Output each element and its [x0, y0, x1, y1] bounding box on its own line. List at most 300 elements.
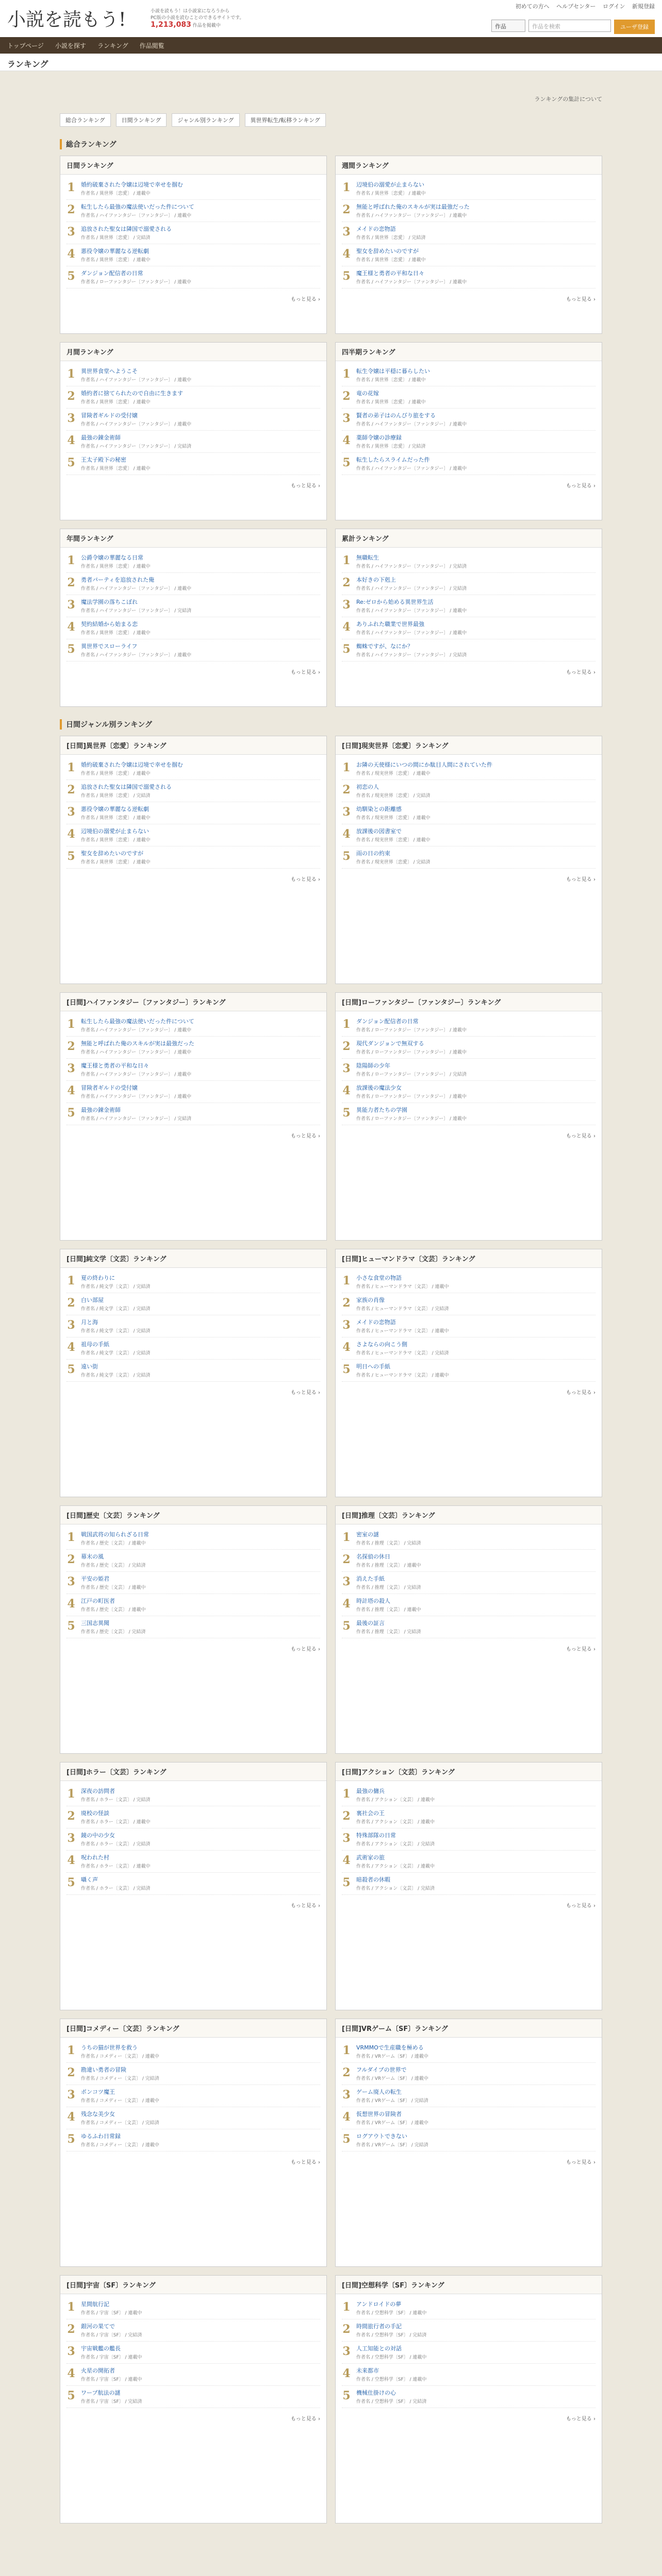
nav-browse[interactable]: 作品閲覧: [139, 42, 164, 49]
rank-number: 3: [342, 2345, 351, 2358]
novel-title-link[interactable]: 火星の開拓者: [81, 2367, 115, 2374]
novel-title-link[interactable]: 無能と呼ばれた俺のスキルが実は最強だった: [356, 204, 470, 210]
ranking-box-title[interactable]: [日間]純文学〔文芸〕ランキング: [60, 1249, 326, 1268]
novel-title-link[interactable]: 最強の錬金術師: [81, 1107, 121, 1113]
novel-title-link[interactable]: 星間航行記: [81, 2301, 109, 2308]
rank-body: [81, 434, 320, 449]
novel-meta: 作者名 / コメディー〔文芸〕 / 連載中: [81, 2098, 159, 2104]
novel-title-link[interactable]: 魔王様と勇者の平和な日々: [356, 270, 424, 277]
ranking-box-title[interactable]: 月間ランキング: [60, 343, 326, 361]
novel-title-link[interactable]: 幕末の風: [81, 1553, 104, 1560]
novel-title-link[interactable]: 転生したらスライムだった件: [356, 456, 430, 463]
more-link[interactable]: もっと見る ›: [290, 1133, 320, 1139]
novel-meta: 作者名 / ハイファンタジー〔ファンタジー〕 / 連載中: [81, 1072, 192, 1077]
novel-meta: 作者名 / 異世界〔恋愛〕 / 連載中: [81, 816, 151, 821]
novel-title-link[interactable]: 魔法学園の落ちこぼれ: [81, 599, 138, 605]
novel-title-link[interactable]: 無職転生: [356, 554, 379, 561]
novel-title-link[interactable]: 冒険者ギルドの受付嬢: [81, 412, 138, 419]
ranking-item: [67, 1873, 320, 1895]
novel-title-link[interactable]: ありふれた職業で世界最強: [356, 621, 424, 628]
novel-title-link[interactable]: 鏡の中の少女: [81, 1832, 115, 1839]
novel-title-link[interactable]: 雨の日の約束: [356, 850, 390, 857]
rank-number: 3: [342, 1062, 351, 1075]
novel-title-link[interactable]: ダンジョン配信者の日常: [356, 1018, 419, 1025]
novel-title-link[interactable]: 三国志異聞: [81, 1620, 109, 1626]
novel-title-link[interactable]: 名探偵の休日: [356, 1553, 390, 1560]
novel-meta: 作者名 / アクション〔文芸〕 / 連載中: [356, 1798, 435, 1803]
rank-number: 5: [67, 1106, 75, 1120]
user-register-button[interactable]: ユーザ登録: [614, 20, 655, 34]
rank-body: [356, 1854, 595, 1869]
ranking-box-title[interactable]: [日間]ヒューマンドラマ〔文芸〕ランキング: [336, 1249, 602, 1268]
rank-number: 3: [67, 2345, 75, 2358]
novel-title-link[interactable]: 魔王様と勇者の平和な日々: [81, 1062, 149, 1069]
novel-title-link[interactable]: 異能力者たちの学園: [356, 1107, 407, 1113]
ranking-item: [342, 1828, 595, 1851]
novel-title-link[interactable]: 辺境伯の溺愛が止まらない: [81, 828, 149, 835]
search-type-select[interactable]: 作品: [491, 20, 525, 32]
novel-title-link[interactable]: 呪われた村: [81, 1854, 109, 1861]
novel-meta: 作者名 / アクション〔文芸〕 / 連載中: [356, 1864, 435, 1869]
ranking-item: [342, 573, 595, 595]
ranking-tabs: [60, 113, 602, 127]
ranking-item: [342, 386, 595, 409]
novel-meta: 作者名 / ハイファンタジー〔ファンタジー〕 / 連載中: [356, 422, 467, 427]
rank-number: 5: [342, 269, 351, 283]
novel-title-link[interactable]: 幼馴染との距離感: [356, 806, 402, 812]
rank-number: 5: [342, 1106, 351, 1120]
novel-title-link[interactable]: 公爵令嬢の華麗なる日常: [81, 554, 143, 561]
novel-title-link[interactable]: 陰陽師の少年: [356, 1062, 390, 1069]
rank-body: [81, 2389, 320, 2404]
novel-title-link[interactable]: 放課後の魔法少女: [356, 1084, 402, 1091]
novel-title-link[interactable]: 銀河の果てで: [81, 2323, 115, 2330]
rank-number: 3: [67, 2088, 75, 2102]
novel-title-link[interactable]: 暗殺者の休暇: [356, 1876, 390, 1883]
rank-number: 4: [67, 247, 75, 261]
novel-meta: 作者名 / 異世界〔恋愛〕 / 完結済: [356, 235, 426, 241]
more-link[interactable]: もっと見る ›: [566, 877, 595, 883]
novel-title-link[interactable]: 家族の肖像: [356, 1297, 385, 1303]
rank-body: [81, 576, 320, 591]
more-link[interactable]: もっと見る ›: [290, 1390, 320, 1396]
more-link[interactable]: もっと見る ›: [566, 1903, 595, 1909]
novel-title-link[interactable]: 賢者の弟子はのんびり旅をする: [356, 412, 436, 419]
novel-meta: 作者名 / 空想科学〔SF〕 / 完結済: [356, 2333, 427, 2338]
novel-meta: 作者名 / ハイファンタジー〔ファンタジー〕 / 完結済: [356, 564, 467, 569]
novel-title-link[interactable]: 婚約破棄された令嬢は辺境で幸せを掴む: [81, 181, 183, 188]
ranking-box: [60, 156, 327, 334]
novel-title-link[interactable]: ゲーム廃人の転生: [356, 2089, 402, 2095]
rank-number: 1: [342, 554, 351, 567]
ranking-item: [67, 1572, 320, 1594]
rank-number: 5: [67, 1363, 75, 1376]
novel-meta: 作者名 / 異世界〔恋愛〕 / 完結済: [356, 444, 426, 449]
novel-title-link[interactable]: 追放された聖女は隣国で溺愛される: [81, 784, 172, 790]
search-bar: [491, 20, 655, 34]
ranking-item: [67, 2041, 320, 2063]
ranking-item: [67, 431, 320, 453]
more-link[interactable]: もっと見る ›: [566, 1647, 595, 1652]
novel-title-link[interactable]: 時間旅行者の手記: [356, 2323, 402, 2330]
ranking-item: [342, 244, 595, 266]
ranking-box-title[interactable]: [日間]ハイファンタジー〔ファンタジー〕ランキング: [60, 993, 326, 1011]
ranking-item: [342, 178, 595, 200]
rank-body: [356, 2389, 595, 2404]
rank-body: [81, 456, 320, 471]
novel-title-link[interactable]: ゆるふわ日常録: [81, 2133, 121, 2140]
ranking-item: [342, 1806, 595, 1828]
novel-title-link[interactable]: 人工知能との対話: [356, 2345, 402, 2352]
rank-number: 2: [342, 1040, 351, 1053]
ranking-box-title[interactable]: 週間ランキング: [336, 156, 602, 175]
ranking-list: [336, 175, 602, 292]
more-link[interactable]: もっと見る ›: [290, 2160, 320, 2165]
rank-number: 2: [67, 1296, 75, 1310]
more-link[interactable]: もっと見る ›: [290, 297, 320, 302]
ranking-item: [67, 2297, 320, 2319]
novel-meta: 作者名 / 空想科学〔SF〕 / 連載中: [356, 2377, 427, 2382]
novel-title-link[interactable]: 婚約破棄された令嬢は辺境で幸せを掴む: [81, 761, 183, 768]
ranking-item: [342, 1014, 595, 1037]
tab-daily[interactable]: 日間ランキング: [116, 113, 167, 127]
top-link-login[interactable]: ログイン: [603, 3, 625, 10]
ranking-item: [67, 824, 320, 846]
novel-title-link[interactable]: 最強の錬金術師: [81, 434, 121, 441]
novel-title-link[interactable]: 王太子殿下の秘密: [81, 456, 126, 463]
novel-meta: 作者名 / 異世界〔恋愛〕 / 連載中: [356, 400, 426, 405]
ranking-box-title[interactable]: 四半期ランキング: [336, 343, 602, 361]
site-logo[interactable]: [7, 5, 126, 31]
novel-meta: 作者名 / 宇宙〔SF〕 / 完結済: [81, 2399, 142, 2404]
ranking-box-title[interactable]: 日間ランキング: [60, 156, 326, 175]
rank-number: 1: [342, 1531, 351, 1544]
novel-meta: 作者名 / ローファンタジー〔ファンタジー〕 / 連載中: [81, 280, 191, 285]
rank-body: [81, 1531, 320, 1546]
rank-body: [356, 2088, 595, 2104]
ranking-list: [336, 1011, 602, 1128]
genre-ranking-grid: [60, 736, 602, 2523]
rank-number: 5: [67, 1619, 75, 1633]
rank-body: [81, 181, 320, 196]
novel-title-link[interactable]: 未来都市: [356, 2367, 379, 2374]
novel-title-link[interactable]: 白い部屋: [81, 1297, 104, 1303]
novel-title-link[interactable]: 月と海: [81, 1319, 98, 1326]
rank-number: 4: [67, 434, 75, 447]
ranking-box: [335, 342, 602, 520]
more-link[interactable]: もっと見る ›: [566, 1390, 595, 1396]
ranking-list: [336, 1524, 602, 1641]
novel-meta: 作者名 / ハイファンタジー〔ファンタジー〕 / 連載中: [356, 213, 467, 218]
novel-title-link[interactable]: 現代ダンジョンで無双する: [356, 1040, 424, 1047]
rank-body: [81, 850, 320, 865]
novel-title-link[interactable]: さよならの向こう側: [356, 1341, 407, 1348]
novel-title-link[interactable]: 婚約者に捨てられたので自由に生きます: [81, 390, 183, 397]
novel-title-link[interactable]: 聖女を辞めたいのですが: [81, 850, 143, 857]
novel-title-link[interactable]: 冒険者ギルドの受付嬢: [81, 1084, 138, 1091]
rank-number: 3: [342, 225, 351, 239]
nav-top[interactable]: トップページ: [7, 42, 44, 49]
novel-title-link[interactable]: ダンジョン配信者の日常: [81, 270, 143, 277]
ranking-box: [335, 2275, 602, 2523]
ranking-item: [342, 1037, 595, 1059]
novel-title-link[interactable]: 密室の謎: [356, 1531, 379, 1538]
novel-title-link[interactable]: 明日への手紙: [356, 1363, 390, 1370]
rank-body: [356, 1876, 595, 1891]
rank-body: [81, 1854, 320, 1869]
overall-ranking-grid: [60, 156, 602, 707]
novel-title-link[interactable]: 薬師令嬢の診療録: [356, 434, 402, 441]
ranking-box-title[interactable]: [日間]推理〔文芸〕ランキング: [336, 1506, 602, 1524]
novel-meta: 作者名 / 空想科学〔SF〕 / 完結済: [356, 2399, 427, 2404]
more-link[interactable]: もっと見る ›: [290, 483, 320, 489]
ranking-item: [67, 1806, 320, 1828]
rank-body: [81, 2110, 320, 2126]
rank-number: 5: [342, 850, 351, 863]
novel-title-link[interactable]: 異世界食堂へようこそ: [81, 368, 138, 375]
novel-title-link[interactable]: 異世界でスローライフ: [81, 643, 138, 650]
novel-title-link[interactable]: 放課後の図書室で: [356, 828, 402, 835]
novel-title-link[interactable]: 転生令嬢は平穏に暮らしたい: [356, 368, 430, 375]
novel-title-link[interactable]: 初恋の人: [356, 784, 379, 790]
novel-title-link[interactable]: 裏社会の王: [356, 1810, 385, 1817]
novel-title-link[interactable]: お隣の天使様にいつの間にか駄目人間にされていた件: [356, 761, 492, 768]
novel-title-link[interactable]: 戦国武将の知られざる日常: [81, 1531, 149, 1538]
rank-number: 1: [342, 1018, 351, 1031]
rank-body: [81, 598, 320, 614]
rank-body: [81, 2088, 320, 2104]
ranking-box-title[interactable]: 年間ランキング: [60, 529, 326, 548]
novel-title-link[interactable]: 消えた手紙: [356, 1575, 385, 1582]
top-link-help[interactable]: ヘルプセンター: [556, 3, 596, 10]
novel-title-link[interactable]: フルダイブの世界で: [356, 2066, 407, 2073]
novel-meta: 作者名 / 宇宙〔SF〕 / 完結済: [81, 2333, 142, 2338]
ranking-box-title[interactable]: [日間]VRゲーム〔SF〕ランキング: [336, 2019, 602, 2038]
novel-title-link[interactable]: 勇者パーティを追放された俺: [81, 577, 155, 583]
rank-body: [356, 761, 595, 776]
novel-title-link[interactable]: メイドの恋物語: [356, 1319, 396, 1326]
rank-body: [356, 456, 595, 471]
rank-number: 5: [67, 642, 75, 656]
top-link-beginners[interactable]: 初めての方へ: [515, 3, 550, 10]
rank-body: [356, 2132, 595, 2148]
rank-number: 5: [67, 456, 75, 469]
more-link[interactable]: もっと見る ›: [290, 877, 320, 883]
novel-title-link[interactable]: ログアウトできない: [356, 2133, 407, 2140]
ranking-item: [67, 2386, 320, 2408]
rank-number: 3: [67, 225, 75, 239]
novel-meta: 作者名 / VRゲーム〔SF〕 / 連載中: [356, 2121, 428, 2126]
novel-title-link[interactable]: 江戸の町医者: [81, 1598, 115, 1604]
novel-title-link[interactable]: 特殊部隊の日常: [356, 1832, 396, 1839]
novel-meta: 作者名 / 異世界〔恋愛〕 / 連載中: [356, 378, 426, 383]
nav-ranking[interactable]: ランキング: [97, 42, 128, 49]
novel-title-link[interactable]: 転生したら最強の魔法使いだった件について: [81, 204, 194, 210]
rank-number: 2: [67, 2066, 75, 2079]
novel-title-link[interactable]: 契約結婚から始まる恋: [81, 621, 138, 628]
ranking-list: [60, 1011, 326, 1128]
novel-title-link[interactable]: VRMMOで生産職を極める: [356, 2044, 424, 2051]
rank-number: 2: [67, 389, 75, 403]
ranking-item: [67, 595, 320, 617]
rank-body: [81, 1040, 320, 1055]
novel-title-link[interactable]: 追放された聖女は隣国で溺愛される: [81, 226, 172, 232]
tab-overall[interactable]: 総合ランキング: [60, 113, 111, 127]
ranking-box-title[interactable]: [日間]アクション〔文芸〕ランキング: [336, 1762, 602, 1781]
ranking-box-title[interactable]: [日間]異世界〔恋愛〕ランキング: [60, 736, 326, 755]
novel-title-link[interactable]: Re:ゼロから始める異世界生活: [356, 599, 434, 605]
ranking-box-title[interactable]: [日間]歴史〔文芸〕ランキング: [60, 1506, 326, 1524]
novel-title-link[interactable]: 蜘蛛ですが、なにか？: [356, 643, 413, 650]
ranking-box-title[interactable]: [日間]宇宙〔SF〕ランキング: [60, 2276, 326, 2294]
more-link[interactable]: もっと見る ›: [566, 670, 595, 675]
ranking-box-title[interactable]: [日間]空想科学〔SF〕ランキング: [336, 2276, 602, 2294]
novel-title-link[interactable]: 機械仕掛けの心: [356, 2389, 396, 2396]
rank-body: [356, 850, 595, 865]
ranking-list: [60, 1781, 326, 1898]
novel-meta: 作者名 / ヒューマンドラマ〔文芸〕 / 完結済: [356, 1307, 449, 1312]
novel-title-link[interactable]: 武術家の旅: [356, 1854, 385, 1861]
novel-title-link[interactable]: 最強の傭兵: [356, 1788, 385, 1794]
novel-meta: 作者名 / ヒューマンドラマ〔文芸〕 / 連載中: [356, 1284, 449, 1290]
ranking-list: [60, 755, 326, 872]
more-link[interactable]: もっと見る ›: [566, 297, 595, 302]
rank-body: [356, 1040, 595, 1055]
rank-number: 3: [67, 1062, 75, 1075]
rank-number: 2: [342, 1296, 351, 1310]
ranking-list: [60, 2294, 326, 2411]
more-link[interactable]: もっと見る ›: [566, 2416, 595, 2422]
ranking-box-title[interactable]: [日間]ローファンタジー〔ファンタジー〕ランキング: [336, 993, 602, 1011]
rank-number: 1: [342, 181, 351, 194]
novel-title-link[interactable]: 平安の姫君: [81, 1575, 109, 1582]
logo-text[interactable]: 小説を読もう!: [7, 9, 126, 30]
top-link-register[interactable]: 新規登録: [632, 3, 655, 10]
novel-title-link[interactable]: アンドロイドの夢: [356, 2301, 402, 2308]
novel-meta: 作者名 / ハイファンタジー〔ファンタジー〕 / 完結済: [81, 444, 192, 449]
novel-title-link[interactable]: 聖女を辞めたいのですが: [356, 248, 419, 255]
novel-title-link[interactable]: 無能と呼ばれた俺のスキルが実は最強だった: [81, 1040, 194, 1047]
ranking-item: [342, 1081, 595, 1103]
novel-title-link[interactable]: 転生したら最強の魔法使いだった件について: [81, 1018, 194, 1025]
ranking-item: [67, 453, 320, 475]
more-link[interactable]: もっと見る ›: [290, 670, 320, 675]
novel-title-link[interactable]: 勘違い勇者の冒険: [81, 2066, 126, 2073]
ranking-box-title[interactable]: [日間]現実世界〔恋愛〕ランキング: [336, 736, 602, 755]
novel-title-link[interactable]: 悪役令嬢の華麗なる逆転劇: [81, 248, 149, 255]
novel-title-link[interactable]: 残念な美少女: [81, 2111, 115, 2117]
ranking-item: [342, 551, 595, 573]
rank-body: [356, 367, 595, 383]
rank-number: 5: [342, 2389, 351, 2402]
rank-body: [81, 1106, 320, 1122]
search-input[interactable]: 作品を検索: [528, 20, 611, 32]
novel-meta: 作者名 / ホラー〔文芸〕 / 連載中: [81, 1820, 151, 1825]
rank-number: 4: [342, 827, 351, 841]
rank-body: [356, 2110, 595, 2126]
novel-meta: 作者名 / 異世界〔恋愛〕 / 連載中: [81, 564, 151, 569]
rank-number: 4: [342, 434, 351, 447]
novel-title-link[interactable]: 時計塔の殺人: [356, 1598, 390, 1604]
novel-title-link[interactable]: 囁く声: [81, 1876, 98, 1883]
more-link[interactable]: もっと見る ›: [290, 2416, 320, 2422]
novel-title-link[interactable]: 宇宙戦艦の艦長: [81, 2345, 121, 2352]
novel-meta: 作者名 / 推理〔文芸〕 / 完結済: [356, 1585, 421, 1590]
ranking-item: [67, 1293, 320, 1315]
novel-title-link[interactable]: 辺境伯の溺愛が止まらない: [356, 181, 424, 188]
ranking-item: [342, 364, 595, 386]
novel-meta: 作者名 / 異世界〔恋愛〕 / 連載中: [81, 771, 151, 776]
rank-number: 4: [342, 247, 351, 261]
novel-title-link[interactable]: 本好きの下剋上: [356, 577, 396, 583]
novel-title-link[interactable]: 遠い街: [81, 1363, 98, 1370]
ranking-box: [335, 2019, 602, 2267]
ranking-item: [67, 1059, 320, 1081]
ranking-box: [60, 1249, 327, 1497]
rank-number: 2: [342, 389, 351, 403]
rank-body: [356, 1787, 595, 1803]
ranking-list: [60, 1524, 326, 1641]
rank-body: [356, 554, 595, 569]
novel-meta: 作者名 / 歴史〔文芸〕 / 連載中: [81, 1607, 146, 1613]
novel-meta: 作者名 / ハイファンタジー〔ファンタジー〕 / 連載中: [356, 466, 467, 471]
novel-title-link[interactable]: 深夜の訪問者: [81, 1788, 115, 1794]
ranking-item: [67, 2085, 320, 2107]
ranking-help-link[interactable]: ランキングの集計について: [534, 96, 602, 103]
novel-title-link[interactable]: ワープ航法の謎: [81, 2389, 121, 2396]
novel-title-link[interactable]: 祖母の手紙: [81, 1341, 109, 1348]
nav-search[interactable]: 小説を探す: [55, 42, 86, 49]
ranking-item: [342, 1271, 595, 1293]
more-link[interactable]: もっと見る ›: [566, 1133, 595, 1139]
rank-number: 2: [342, 2066, 351, 2079]
ranking-box-title[interactable]: [日間]コメディー〔文芸〕ランキング: [60, 2019, 326, 2038]
more-link[interactable]: もっと見る ›: [290, 1903, 320, 1909]
ranking-box-title[interactable]: [日間]ホラー〔文芸〕ランキング: [60, 1762, 326, 1781]
novel-title-link[interactable]: ポンコツ魔王: [81, 2089, 115, 2095]
novel-title-link[interactable]: 夏の終わりに: [81, 1275, 115, 1281]
tab-isekai[interactable]: 異世界転生/転移ランキング: [245, 113, 326, 127]
rank-number: 4: [67, 1341, 75, 1354]
novel-title-link[interactable]: 仮想世界の冒険者: [356, 2111, 402, 2117]
rank-body: [356, 576, 595, 591]
novel-title-link[interactable]: 小さな食堂の物語: [356, 1275, 402, 1281]
more-link[interactable]: もっと見る ›: [290, 1647, 320, 1652]
ranking-item: [342, 2364, 595, 2386]
novel-title-link[interactable]: メイドの恋物語: [356, 226, 396, 232]
more-link[interactable]: もっと見る ›: [566, 483, 595, 489]
rank-body: [81, 1619, 320, 1635]
ranking-list: [336, 548, 602, 665]
novel-meta: 作者名 / ハイファンタジー〔ファンタジー〕 / 連載中: [81, 422, 192, 427]
rank-number: 5: [342, 1619, 351, 1633]
page-titlebar: [0, 54, 662, 71]
novel-title-link[interactable]: 廃校の怪談: [81, 1810, 109, 1817]
rank-body: [81, 367, 320, 383]
more-link[interactable]: もっと見る ›: [566, 2160, 595, 2165]
ranking-item: [67, 617, 320, 639]
novel-title-link[interactable]: 悪役令嬢の華麗なる逆転劇: [81, 806, 149, 812]
rank-number: 1: [342, 761, 351, 774]
rank-number: 3: [67, 412, 75, 425]
novel-title-link[interactable]: 竜の花嫁: [356, 390, 379, 397]
novel-meta: 作者名 / ハイファンタジー〔ファンタジー〕 / 連載中: [356, 280, 467, 285]
novel-title-link[interactable]: 最後の証言: [356, 1620, 385, 1626]
rank-body: [356, 1363, 595, 1378]
ranking-box-title[interactable]: 累計ランキング: [336, 529, 602, 548]
tab-genre[interactable]: ジャンル別ランキング: [172, 113, 239, 127]
novel-title-link[interactable]: うちの猫が世界を救う: [81, 2044, 138, 2051]
